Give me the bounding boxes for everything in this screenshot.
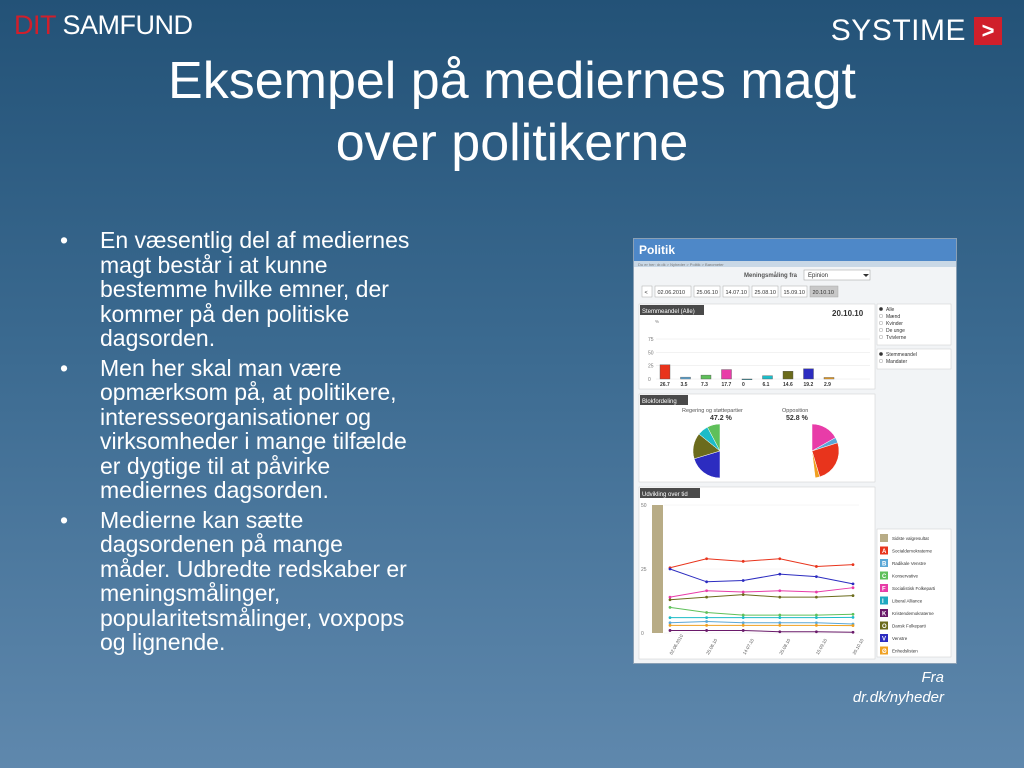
date-button-label: 25.06.10 [696, 290, 718, 296]
dit-samfund-logo [14, 10, 193, 41]
logo-systime: SYSTIME [830, 14, 966, 47]
title-line-1: Eksempel på mediernes magt [168, 52, 856, 110]
bullet-line: måder. Udbredte redskaber er [100, 555, 407, 582]
development-point [815, 591, 818, 594]
development-x-tick: 25.06.10 [705, 637, 719, 656]
legend-label: Sidste valgresultat [892, 536, 929, 541]
date-button-label: < [644, 290, 648, 296]
development-point [705, 596, 708, 599]
development-point [742, 616, 745, 619]
development-point [705, 629, 708, 632]
filter-option-label: Tvivlerne [886, 335, 907, 341]
bullet-line: er dygtige til at påvirke [100, 452, 331, 479]
date-button-label: 14.07.10 [725, 290, 747, 296]
bullet-line: opmærksom på, at politikere, [100, 379, 397, 405]
block-panel [639, 394, 875, 482]
legend-code: I [882, 599, 884, 605]
filter-radio[interactable] [879, 328, 883, 332]
vote-bar-label: 2.9 [824, 382, 831, 388]
legend-code: O [882, 624, 887, 630]
vote-share-date: 20.10.10 [832, 309, 864, 318]
development-point [815, 616, 818, 619]
development-point [852, 594, 855, 597]
legend-label: Kristendemokraterne [892, 611, 934, 616]
development-y-tick: 0 [641, 631, 644, 637]
caption-source: dr.dk/nyheder [852, 689, 944, 706]
vote-y-tick: 25 [648, 363, 654, 370]
development-point [705, 589, 708, 592]
development-point [815, 596, 818, 599]
development-point [742, 621, 745, 624]
vote-bar-label: 6.1 [762, 382, 770, 388]
breadcrumb-text: Du er her: dr.dk > Nyheder > Politik > Barometer [638, 262, 724, 267]
filter-radio[interactable] [879, 314, 883, 318]
systime-logo [831, 14, 1002, 48]
development-point [742, 560, 745, 563]
development-point [778, 624, 781, 627]
development-x-tick: 20.10.10 [851, 637, 865, 656]
development-point [705, 580, 708, 583]
legend-label: Socialdemokraterne [892, 548, 933, 554]
bullet-dot-icon: • [60, 506, 69, 533]
development-point [742, 579, 745, 582]
vote-bar-label: 26.7 [660, 382, 670, 388]
development-point [742, 629, 745, 632]
filter-option-label: Stemmeandel [886, 352, 917, 358]
development-point [815, 630, 818, 633]
bullet-line: og lignende. [100, 629, 226, 655]
development-point [778, 557, 781, 560]
vote-y-tick: 75 [648, 337, 654, 343]
screenshot-header-title: Politik [639, 243, 676, 257]
bullet-line: Men her skal man være [100, 354, 342, 381]
development-point [852, 586, 855, 589]
legend-code: C [882, 574, 887, 580]
development-point [852, 582, 855, 585]
filter-radio[interactable] [879, 352, 883, 356]
block-left-label: Regering og støttepartier [682, 408, 743, 414]
vote-share-percent-unit: % [655, 319, 660, 324]
development-point [778, 616, 781, 619]
slide-title [0, 50, 1024, 174]
bullet-dot-icon: • [60, 354, 69, 381]
block-right-label: Opposition [782, 408, 809, 414]
development-x-tick: 25.08.10 [778, 637, 792, 656]
vote-bar-label: 7.3 [701, 382, 708, 388]
development-point [815, 575, 818, 578]
development-point [742, 593, 745, 596]
vote-bar [742, 379, 752, 380]
bullet-line: kommer på den politiske [100, 300, 350, 327]
bullet-line: Medierne kan sætte [100, 506, 304, 533]
systime-arrow-icon: > [974, 17, 1002, 45]
vote-bar-label: 17.7 [721, 382, 732, 388]
development-point [778, 596, 781, 599]
date-button-label: 25.08.10 [754, 290, 776, 296]
vote-bar [701, 375, 711, 379]
vote-share-title: Stemmeandel (Alle) [642, 309, 695, 315]
vote-bar-label: 3.5 [680, 382, 688, 388]
bullet-line: magt består i at kunne [100, 251, 328, 278]
development-y-tick: 25 [641, 567, 647, 573]
date-button-label: 20.10.10 [812, 290, 834, 296]
development-point [852, 624, 855, 627]
screenshot-header-bar [634, 239, 956, 261]
dr-politik-screenshot [633, 238, 957, 664]
date-button-label: 02.06.2010 [657, 290, 686, 296]
poll-source-label: Meningsmåling fra [744, 273, 798, 279]
vote-bar [681, 377, 691, 379]
development-point [778, 589, 781, 592]
development-x-tick: 14.07.10 [741, 637, 755, 656]
poll-source-value: Epinion [808, 273, 829, 279]
development-point [669, 606, 672, 609]
legend-code: A [882, 549, 887, 555]
development-point [705, 620, 708, 623]
development-point [669, 596, 672, 599]
bullet-line: virksomheder i mange tilfælde [100, 428, 407, 454]
bullet-line: dagsordenen på mange [100, 531, 343, 557]
development-point [705, 611, 708, 614]
legend-label: Socialistisk Folkeparti [892, 586, 936, 591]
vote-bar-label: 14.6 [783, 382, 793, 388]
legend-swatch [880, 534, 888, 542]
development-point [669, 616, 672, 619]
bullet-line: mediernes dagsorden. [100, 477, 329, 503]
vote-bar [804, 369, 814, 379]
filter-option-label: Mænd [886, 314, 901, 320]
bullet-line: dagsorden. [100, 325, 216, 351]
development-point [742, 624, 745, 627]
legend-code: F [882, 586, 886, 593]
legend-label: Dansk Folkeparti [892, 623, 926, 629]
development-point [669, 598, 672, 601]
legend-label: Radikale Venstre [892, 561, 927, 566]
development-point [778, 630, 781, 633]
development-point [669, 629, 672, 632]
last-election-bar [652, 505, 663, 633]
development-point [705, 557, 708, 560]
vote-y-tick: 50 [648, 350, 654, 357]
bullet-item [60, 228, 500, 351]
development-point [705, 616, 708, 619]
legend-code: K [882, 611, 887, 618]
vote-bar [763, 376, 773, 379]
development-point [852, 616, 855, 619]
vote-bar [722, 370, 732, 379]
development-point [778, 573, 781, 576]
legend-label: Enhedslisten [892, 648, 918, 654]
bullet-list [60, 228, 500, 660]
development-x-tick: 15.09.10 [814, 637, 829, 656]
bullet-line: En væsentlig del af mediernes [100, 227, 410, 253]
development-point [815, 621, 818, 624]
title-line-2: over politikerne [335, 114, 689, 172]
development-point [742, 614, 745, 617]
bullet-item [60, 508, 500, 655]
vote-bar-label: 19.2 [803, 382, 814, 388]
vote-bar [824, 377, 834, 379]
development-point [742, 591, 745, 594]
development-point [705, 624, 708, 627]
development-point [852, 563, 855, 566]
filter-radio[interactable] [879, 321, 883, 325]
bullet-line: meningsmålinger, [100, 580, 281, 606]
legend-label: Liberal Alliance [892, 598, 923, 604]
development-point [669, 624, 672, 627]
block-title: Blokfordeling [642, 399, 677, 405]
bullet-dot-icon: • [60, 227, 69, 253]
logo-samfund: SAMFUND [62, 10, 193, 40]
filter-option-label: De unge [886, 328, 905, 334]
filter-option-label: Kvinder [886, 321, 903, 327]
legend-label: Venstre [892, 636, 908, 641]
filter-radio[interactable] [879, 359, 883, 363]
legend-label: Konservative [892, 573, 919, 579]
development-y-tick: 50 [641, 503, 647, 509]
development-point [815, 614, 818, 617]
development-point [669, 621, 672, 624]
bullet-item [60, 356, 500, 503]
development-point [815, 565, 818, 568]
filter-radio[interactable] [879, 335, 883, 339]
vote-y-tick: 0 [648, 377, 651, 383]
development-point [778, 621, 781, 624]
development-point [852, 613, 855, 616]
development-point [815, 624, 818, 627]
development-point [778, 614, 781, 617]
filter-option-label: Alle [886, 307, 895, 313]
bullet-line: bestemme hvilke emner, der [100, 276, 389, 302]
development-point [852, 631, 855, 634]
legend-code: Ø [882, 649, 887, 655]
source-caption [853, 668, 944, 708]
filter-radio[interactable] [879, 307, 883, 311]
development-point [669, 568, 672, 571]
bullet-line: interesseorganisationer og [100, 403, 372, 430]
caption-from: Fra [921, 669, 944, 686]
bullet-line: popularitetsmålinger, voxpops [100, 604, 405, 631]
development-x-tick: 02.06.2010 [668, 633, 685, 656]
filter-option-label: Mandater [886, 359, 908, 365]
legend-code: B [882, 561, 887, 568]
date-button-label: 15.09.10 [783, 290, 805, 296]
logo-dit: DIT [14, 10, 56, 40]
legend-code: V [882, 636, 887, 643]
vote-bar-label: 0 [742, 382, 745, 388]
vote-bar [660, 365, 670, 379]
development-title: Udvikling over tid [642, 492, 688, 498]
block-left-value: 47.2 % [710, 415, 732, 422]
block-right-value: 52.8 % [786, 415, 808, 422]
vote-bar [783, 371, 793, 379]
